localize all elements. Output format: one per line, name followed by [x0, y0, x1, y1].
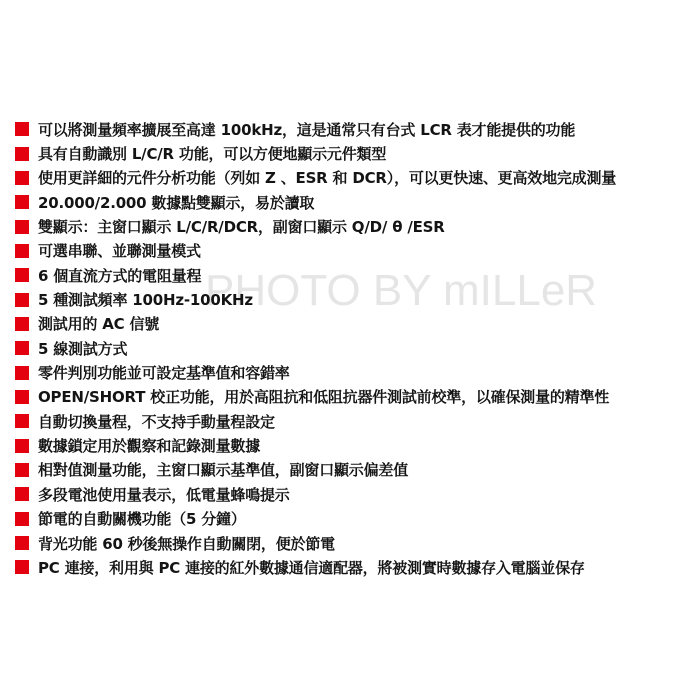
list-item [15, 482, 675, 506]
list-item [15, 117, 675, 141]
list-item [15, 555, 675, 579]
bullet-square-icon [15, 195, 29, 209]
feature-text: 背光功能 60 秒後無操作自動關閉，便於節電 [38, 534, 335, 553]
bullet-square-icon [15, 439, 29, 453]
bullet-square-icon [15, 122, 29, 136]
list-item [15, 263, 675, 287]
feature-text: 數據鎖定用於觀察和記錄測量數據 [38, 437, 261, 456]
feature-list [15, 117, 675, 580]
list-item [15, 312, 675, 336]
bullet-square-icon [15, 268, 29, 282]
feature-text: 6 個直流方式的電阻量程 [38, 266, 202, 285]
bullet-square-icon [15, 560, 29, 574]
feature-text: 節電的自動關機功能（5 分鐘） [38, 510, 246, 529]
bullet-square-icon [15, 220, 29, 234]
feature-text: OPEN/SHORT 校正功能，用於高阻抗和低阻抗器件測試前校準，以確保測量的精準性 [38, 388, 610, 407]
list-item [15, 239, 675, 263]
list-item [15, 409, 675, 433]
feature-text: PC 連接，利用與 PC 連接的紅外數據通信適配器，將被測實時數據存入電腦並保存 [38, 558, 585, 577]
list-item [15, 458, 675, 482]
list-item [15, 336, 675, 360]
list-item [15, 433, 675, 457]
bullet-square-icon [15, 317, 29, 331]
feature-text: 可以將測量頻率擴展至高達 100kHz，這是通常只有台式 LCR 表才能提供的功能 [38, 120, 576, 139]
feature-text: 測試用的 AC 信號 [38, 315, 160, 334]
feature-text: 20.000/2.000 數據點雙顯示，易於讀取 [38, 193, 315, 212]
bullet-square-icon [15, 536, 29, 550]
feature-text: 自動切換量程，不支持手動量程設定 [38, 412, 275, 431]
feature-text: 相對值測量功能，主窗口顯示基準值，副窗口顯示偏差值 [38, 461, 409, 480]
list-item [15, 507, 675, 531]
watermark: PHOTO BY mILLeR [205, 266, 598, 315]
list-item [15, 214, 675, 238]
bullet-square-icon [15, 512, 29, 526]
feature-text: 使用更詳細的元件分析功能（列如 Z 、ESR 和 DCR），可以更快速、更高效地完成測量 [38, 169, 617, 188]
list-item [15, 531, 675, 555]
feature-text: 零件判別功能並可設定基準值和容錯率 [38, 364, 290, 383]
bullet-square-icon [15, 171, 29, 185]
feature-text: 5 線測試方式 [38, 339, 128, 358]
feature-text: 雙顯示：主窗口顯示 L/C/R/DCR，副窗口顯示 Q/D/ θ /ESR [38, 218, 445, 237]
bullet-square-icon [15, 414, 29, 428]
list-item [15, 287, 675, 311]
feature-text: 5 種測試頻率 100Hz-100KHz [38, 291, 253, 310]
feature-text: 可選串聯、並聯測量模式 [38, 242, 201, 261]
list-item [15, 360, 675, 384]
bullet-square-icon [15, 147, 29, 161]
list-item [15, 141, 675, 165]
bullet-square-icon [15, 366, 29, 380]
bullet-square-icon [15, 293, 29, 307]
bullet-square-icon [15, 244, 29, 258]
list-item [15, 190, 675, 214]
bullet-square-icon [15, 463, 29, 477]
bullet-square-icon [15, 390, 29, 404]
bullet-square-icon [15, 341, 29, 355]
feature-text: 具有自動識別 L/C/R 功能，可以方便地顯示元件類型 [38, 145, 387, 164]
list-item [15, 166, 675, 190]
feature-text: 多段電池使用量表示，低電量蜂鳴提示 [38, 485, 290, 504]
list-item [15, 385, 675, 409]
bullet-square-icon [15, 487, 29, 501]
